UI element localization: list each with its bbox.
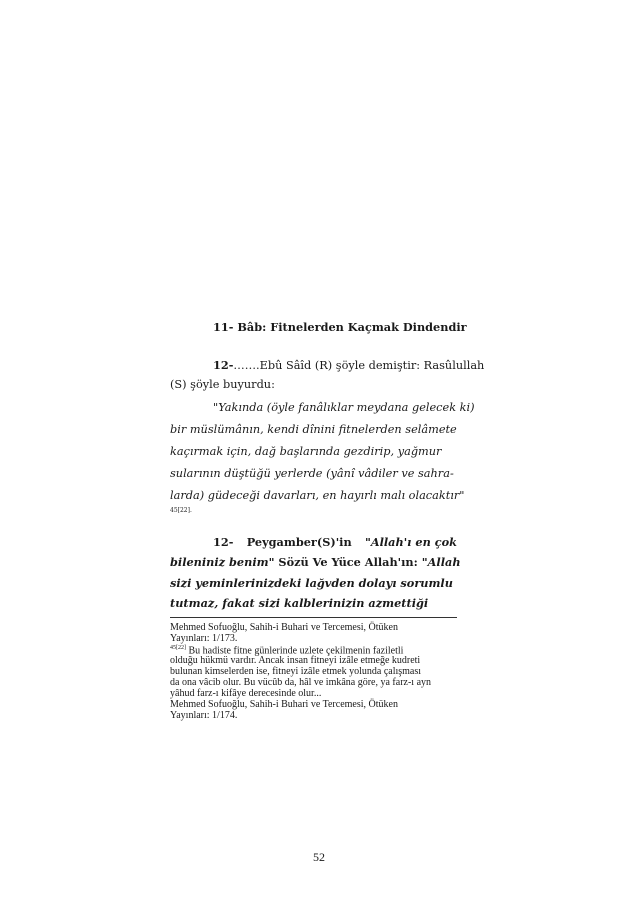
heading-quote-end: bileniniz benim" (170, 555, 275, 569)
footnote-line-1: Mehmed Sofuoğlu, Sahih-i Buhari ve Tercemesi, Ötüken (170, 622, 398, 633)
footnote-note-line-5: yâhud farz-ı kifâye derecesinde olur... (170, 688, 322, 699)
heading-quote-2: "Allah (421, 555, 461, 569)
second-heading-line-2 (170, 555, 461, 569)
hadith-intro-line-1 (170, 358, 485, 372)
second-heading-line-4: tutmaz, fakat sizi kalblerinizin azmettiği (170, 596, 429, 610)
hadith-intro-line-2: (S) şöyle buyurdu: (170, 378, 275, 391)
quote-line-4: sularının düştüğü yerlerde (yânî vâdiler ve sahra- (170, 467, 454, 480)
heading-text-2: Sözü Ve Yüce Allah'ın: (278, 555, 418, 569)
quote-line-2: bir müslümânın, kendi dînini fitnelerden selâmete (170, 423, 457, 436)
footnote-line-4: Yayınları: 1/174. (170, 710, 238, 721)
footnote-marker: 45[22] (170, 645, 186, 651)
footnote-note-line-3: bulunan kimselerden ise, fitneyi izâle etmek yolunda çalışması (170, 666, 422, 677)
hadith-intro-text: …….Ebû Sâîd (R) şöyle demiştir: Rasûlullah (233, 359, 485, 372)
footnote-line-2: Yayınları: 1/173. (170, 633, 238, 644)
footnote-note-line-1: $^{45[22]}$ Bu hadiste fitne günlerinde uzlete çekilmenin faziletli (170, 645, 404, 657)
heading-number: 12- (213, 535, 234, 549)
quote-line-1: "Yakında (öyle fanâlıklar meydana gelecek ki) (213, 401, 475, 414)
footnote-divider (170, 617, 457, 618)
hadith-number: 12- (213, 358, 234, 372)
section-heading: 11- Bâb: Fitnelerden Kaçmak Dindendir (213, 320, 467, 334)
second-heading-line-1 (213, 537, 457, 548)
footnote-note-line-4: da ona vâcib olur. Bu vücûb da, hâl ve imkâna göre, ya farz-ı ayn (170, 677, 432, 688)
footnote-line-3: Mehmed Sofuoğlu, Sahih-i Buhari ve Tercemesi, Ötüken (170, 699, 398, 710)
quote-line-5: larda) güdeceği davarları, en hayırlı malı olacaktır" (170, 489, 465, 502)
second-heading-line-3: sizi yeminlerinizdeki lağvden dolayı sorumlu (170, 576, 453, 590)
quote-line-3: kaçırmak için, dağ başlarında gezdirip, yağmur (170, 445, 442, 458)
footnote-reference: 45[22]. (170, 507, 192, 514)
page-number: 52 (313, 850, 325, 864)
heading-text: Peygamber(S)'in (246, 535, 352, 549)
footnote-note-line-2: olduğu hükmü vardır. Ancak insan fitneyi izâle etmeğe kudreti (170, 655, 421, 666)
heading-quote-start: "Allah'ı en çok (364, 535, 457, 549)
